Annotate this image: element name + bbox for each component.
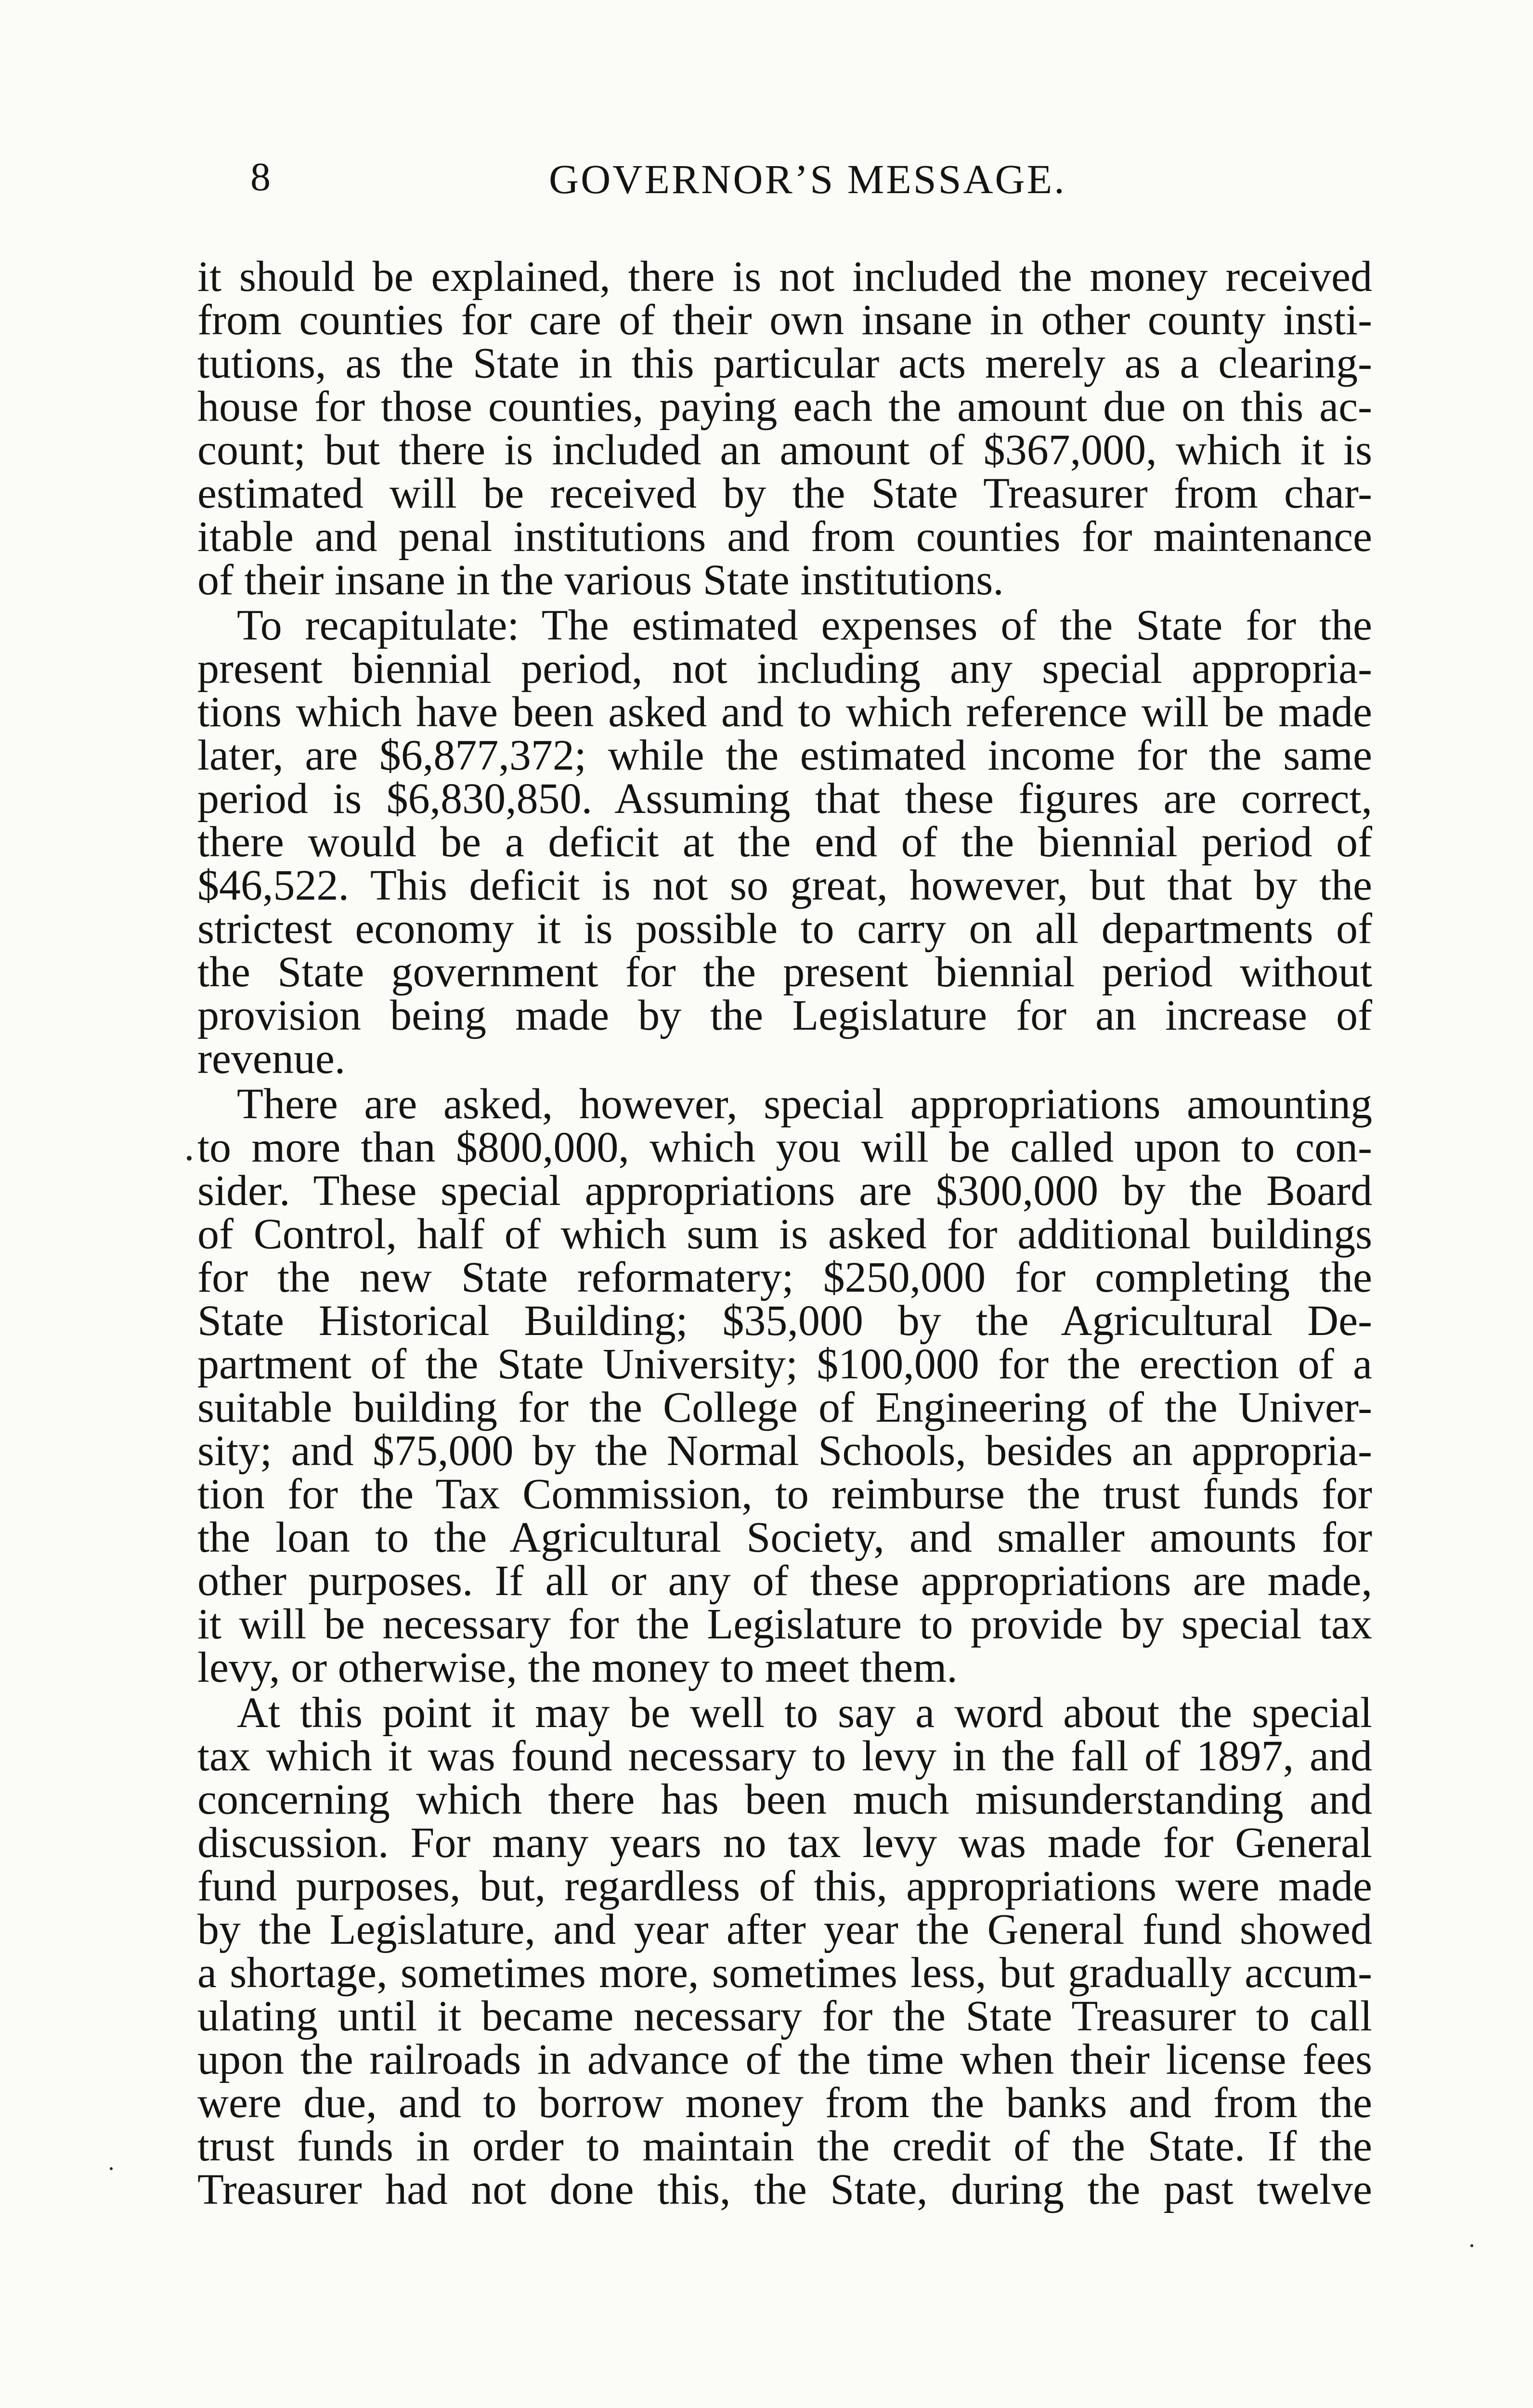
running-header (250, 153, 1377, 211)
text-line: sity; and $75,000 by the Normal Schools, besides an appropria- (197, 1427, 1372, 1475)
text-line: from counties for care of their own insane in other county insti- (197, 296, 1372, 344)
text-line: partment of the State University; $100,000 for the erection of a (197, 1340, 1372, 1388)
running-title: GOVERNOR’S MESSAGE. (549, 156, 1066, 202)
text-line: Treasurer had not done this, the State, during the past twelve (197, 2166, 1372, 2213)
text-line: strictest economy it is possible to carry on all departments of (197, 905, 1372, 953)
text-line: $46,522. This deficit is not so great, however, but that by the (197, 862, 1372, 909)
text-line: revenue. (197, 1035, 346, 1083)
text-line: later, are $6,877,372; while the estimated income for the same (197, 732, 1372, 779)
body-text (197, 255, 1372, 2212)
text-line: the State government for the present biennial period without (197, 948, 1372, 996)
text-line: by the Legislature, and year after year the General fund showed (197, 1906, 1372, 1953)
text-line: upon the railroads in advance of the time when their license fees (197, 2036, 1372, 2083)
text-line: house for those counties, paying each the amount due on this ac- (197, 383, 1372, 431)
ink-speck (1470, 2244, 1473, 2247)
text-line: tax which it was found necessary to levy in the fall of 1897, and (197, 1732, 1372, 1780)
text-line: itable and penal institutions and from counties for maintenance (197, 513, 1372, 561)
paragraph-3 (197, 1080, 1372, 1691)
text-line: present biennial period, not including any special appropria- (197, 645, 1372, 693)
paragraph-2 (197, 604, 1372, 1081)
text-line: To recapitulate: The estimated expenses of the State for the (237, 602, 1372, 649)
text-line: concerning which there has been much misunderstanding and (197, 1776, 1372, 1823)
text-line: were due, and to borrow money from the banks and from the (197, 2079, 1372, 2127)
text-line: other purposes. If all or any of these appropriations are made, (197, 1557, 1372, 1605)
text-line: State Historical Building; $35,000 by the Agricultural De- (197, 1297, 1372, 1345)
text-line: a shortage, sometimes more, sometimes less, but gradually accum- (197, 1949, 1372, 1997)
ink-speck (110, 2167, 113, 2170)
text-line: it should be explained, there is not included the money received (197, 253, 1372, 301)
paragraph-1 (197, 255, 1372, 602)
page-number: 8 (250, 155, 271, 199)
text-line: to more than $800,000, which you will be called upon to con- (197, 1124, 1372, 1171)
text-line: fund purposes, but, regardless of this, appropriations were made (197, 1862, 1372, 1910)
text-line: At this point it may be well to say a word about the special (237, 1689, 1372, 1737)
text-line: tutions, as the State in this particular acts merely as a clearing- (197, 340, 1372, 387)
text-line: levy, or otherwise, the money to meet them. (197, 1644, 958, 1691)
text-line: estimated will be received by the State Treasurer from char- (197, 470, 1372, 517)
text-line: discussion. For many years no tax levy was made for General (197, 1819, 1372, 1867)
ink-speck (187, 1156, 192, 1161)
text-line: provision being made by the Legislature for an increase of (197, 992, 1372, 1039)
text-line: sider. These special appropriations are $300,000 by the Board (197, 1167, 1372, 1215)
text-line: tions which have been asked and to which reference will be made (197, 688, 1372, 736)
text-line: ulating until it became necessary for the State Treasurer to call (197, 1992, 1372, 2040)
text-line: for the new State reformatery; $250,000 for completing the (197, 1254, 1372, 1301)
text-line: trust funds in order to maintain the credit of the State. If the (197, 2122, 1372, 2170)
text-line: the loan to the Agricultural Society, and smaller amounts for (197, 1514, 1372, 1561)
text-line: it will be necessary for the Legislature to provide by special tax (197, 1600, 1372, 1648)
text-line: suitable building for the College of Engineering of the Univer- (197, 1384, 1372, 1431)
text-line: tion for the Tax Commission, to reimburse the trust funds for (197, 1470, 1372, 1518)
paragraph-4 (197, 1691, 1372, 2212)
text-line: there would be a deficit at the end of the biennial period of (197, 818, 1372, 866)
text-line: of Control, half of which sum is asked for additional buildings (197, 1210, 1372, 1258)
text-line: There are asked, however, special appropriations amounting (237, 1080, 1372, 1128)
text-line: of their insane in the various State institutions. (197, 556, 1004, 604)
text-line: period is $6,830,850. Assuming that these figures are correct, (197, 775, 1372, 823)
text-line: count; but there is included an amount of $367,000, which it is (197, 426, 1372, 474)
